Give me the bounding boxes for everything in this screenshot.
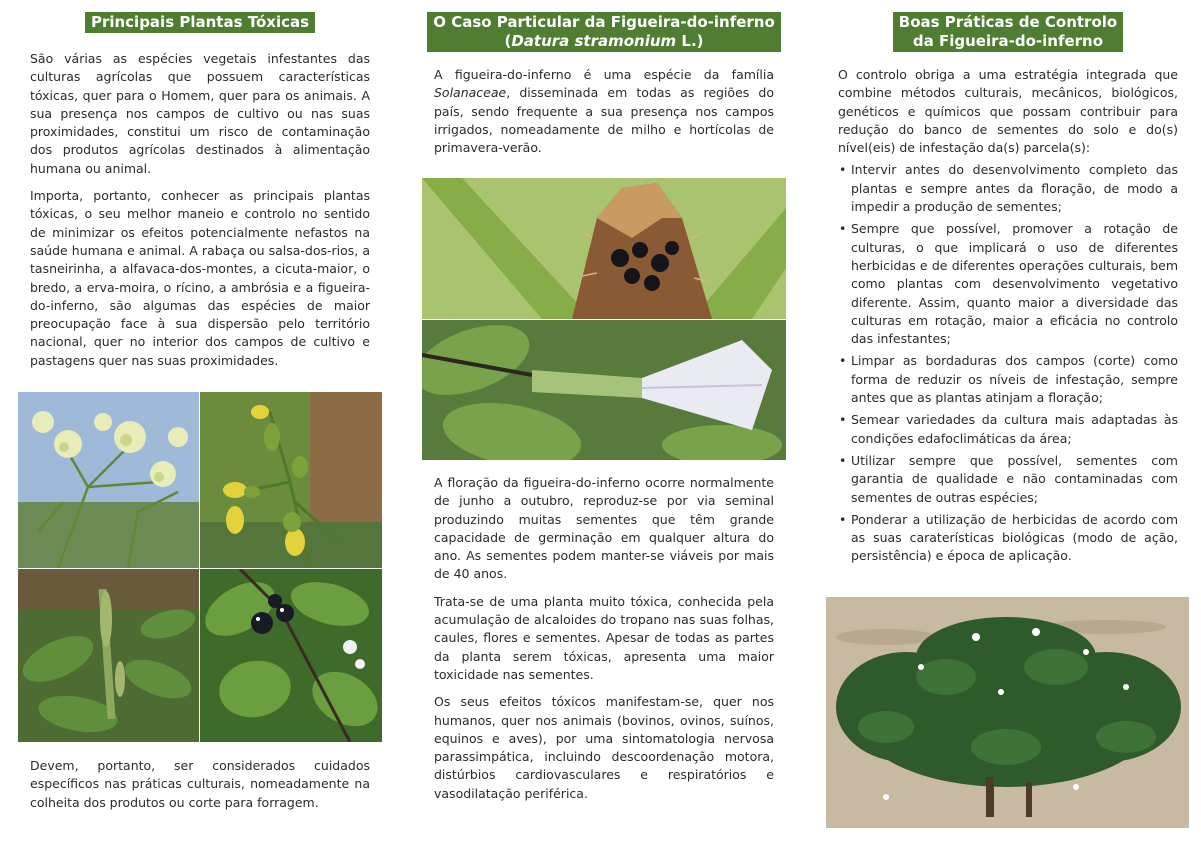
section-title-toxic-plants: Principais Plantas Tóxicas — [85, 12, 315, 33]
datura-intro-text — [422, 66, 786, 157]
list-item-text: Sempre que possível, promover a rotação de culturas, o que implicará o uso de diferentes herbicidas e de diferentes operações culturais, bem como plantas com desenvolvimento vegetativo diferente. Assim, quanto maior a diversidade das culturas em rotação, maior a eficácia no controlo das infestantes; — [851, 221, 1178, 347]
toxic-plants-text — [18, 50, 382, 370]
paragraph-effects: Os seus efeitos tóxicos manifestam-se, quer nos humanos, quer nos animais (bovinos, ovinos, suínos, equinos e aves), por uma sintomatologia nervosa parassimpática, incluindo descoordenação motora, distúrbios cardiovasculares e respiratórios e vasodilatação periférica. — [434, 694, 774, 801]
list-item-text: Intervir antes do desenvolvimento completo das plantas e sempre antes da floração, de modo a impedir a produção de sementes; — [851, 162, 1178, 215]
family-text-a: A figueira-do-inferno é uma espécie da família — [434, 67, 774, 82]
title-wrap — [826, 12, 1190, 52]
family-text-b: , disseminada em todas as regiões do país, sendo frequente a sua presença nos campos irrigados, nomeadamente de milho e hortícolas de primavera-verão. — [434, 85, 774, 156]
photo-datura-trumpet-flower — [422, 320, 786, 460]
photo-ragwort-flowers — [200, 392, 382, 568]
list-item-text: Limpar as bordaduras dos campos (corte) como forma de reduzir os níveis de infestação, sempre antes que as plantas atinjam a floração; — [851, 353, 1178, 406]
bullet-marker: • — [839, 452, 847, 468]
list-item — [838, 220, 1178, 348]
practices-list — [826, 161, 1190, 565]
photo-nightshade-berries — [200, 569, 382, 742]
photo-amaranth-plant — [18, 569, 199, 742]
family-name: Solanaceae — [434, 85, 507, 101]
toxic-plants-closing — [18, 757, 382, 821]
title-wrap — [18, 12, 382, 33]
photo-hemlock-flowers — [18, 392, 199, 568]
title-line-1: O Caso Particular da Figueira-do-inferno — [433, 13, 775, 31]
title-line-2: da Figueira-do-inferno — [912, 32, 1104, 50]
title-wrap — [422, 12, 786, 52]
title-line-1: Boas Práticas de Controlo — [898, 13, 1118, 31]
photo-datura-bush-in-field — [826, 597, 1189, 828]
list-item — [838, 411, 1178, 448]
list-item-text: Semear variedades da cultura mais adaptadas às condições edafoclimáticas da área; — [851, 412, 1178, 446]
paragraph-strategy: O controlo obriga a uma estratégia integrada que combine métodos culturais, mecânicos, biológicos, genéticos e químicos que possam contribuir para redução do banco de sementes do solo e do(s) nível(eis) de infestação da(s) parcela(s): — [838, 67, 1178, 156]
paragraph-intro: São várias as espécies vegetais infestantes das culturas agrícolas que possuem características tóxicas, quer para o Homem, quer para os animais. A sua presença nos campos de cultivo ou nas suas proximidades, constitui um risco de contaminação dos produtos agrícolas destinados à alimentação humana ou animal. — [30, 51, 370, 176]
practices-intro — [826, 66, 1190, 157]
section-title-good-practices — [893, 12, 1123, 52]
paragraph-flowering: A floração da figueira-do-inferno ocorre normalmente de junho a outubro, reproduz-se por via seminal produzindo muitas sementes que têm grande capacidade de germinação em qualquer altura do ano. As sementes podem manter-se viáveis por mais de 40 anos. — [434, 475, 774, 582]
title-paren: ( — [504, 32, 512, 50]
bullet-marker: • — [839, 221, 847, 237]
paragraph-care: Devem, portanto, ser considerados cuidados específicos nas práticas culturais, nomeadamente na colheita dos produtos ou corte para forragem. — [30, 758, 370, 810]
title-author: L.) — [676, 32, 704, 50]
list-item-text: Ponderar a utilização de herbicidas de acordo com as suas caraterísticas biológicas (modo de ação, persistência) e época de aplicação. — [851, 511, 1178, 564]
title-species: Datura stramonium — [511, 32, 677, 50]
list-item — [838, 352, 1178, 407]
bullet-marker: • — [839, 511, 847, 527]
bullet-marker: • — [839, 412, 847, 428]
paragraph-species-list: Importa, portanto, conhecer as principais plantas tóxicas, o seu melhor maneio e controlo no sentido de minimizar os efeitos potencialmente nefastos na saúde humana e animal. A rabaça ou salsa-dos-rios, a tasneirinha, a alfavaca-dos-montes, a cicuta-maior, o bredo, a erva-moira, o rícino, a ambrósia e a figueira-do-inferno, são algumas das espécies de maior preocupação face à sua dispersão pelo território nacional, quer no interior dos campos de cultivo e pastagens quer nas suas proximidades. — [30, 188, 370, 368]
list-item — [838, 452, 1178, 507]
column-datura — [422, 0, 786, 166]
section-title-datura — [427, 12, 781, 52]
bullet-marker: • — [839, 353, 847, 369]
paragraph-toxicity: Trata-se de uma planta muito tóxica, conhecida pela acumulação de alcaloides do tropano nas suas folhas, caules, flores e sementes. Apesar de todas as partes da planta serem tóxicas, apresenta uma maior toxicidade nas sementes. — [434, 593, 774, 682]
photo-datura-seed-capsule — [422, 178, 786, 319]
list-item — [838, 161, 1178, 216]
column-toxic-plants — [18, 0, 382, 379]
column-good-practices — [826, 0, 1190, 570]
bullet-marker: • — [839, 162, 847, 178]
list-item — [838, 511, 1178, 566]
list-item-text: Utilizar sempre que possível, sementes com garantia de qualidade e não contaminadas com sementes de outras espécies; — [851, 452, 1178, 505]
paragraph-family — [434, 66, 774, 157]
datura-body-text — [422, 474, 786, 812]
